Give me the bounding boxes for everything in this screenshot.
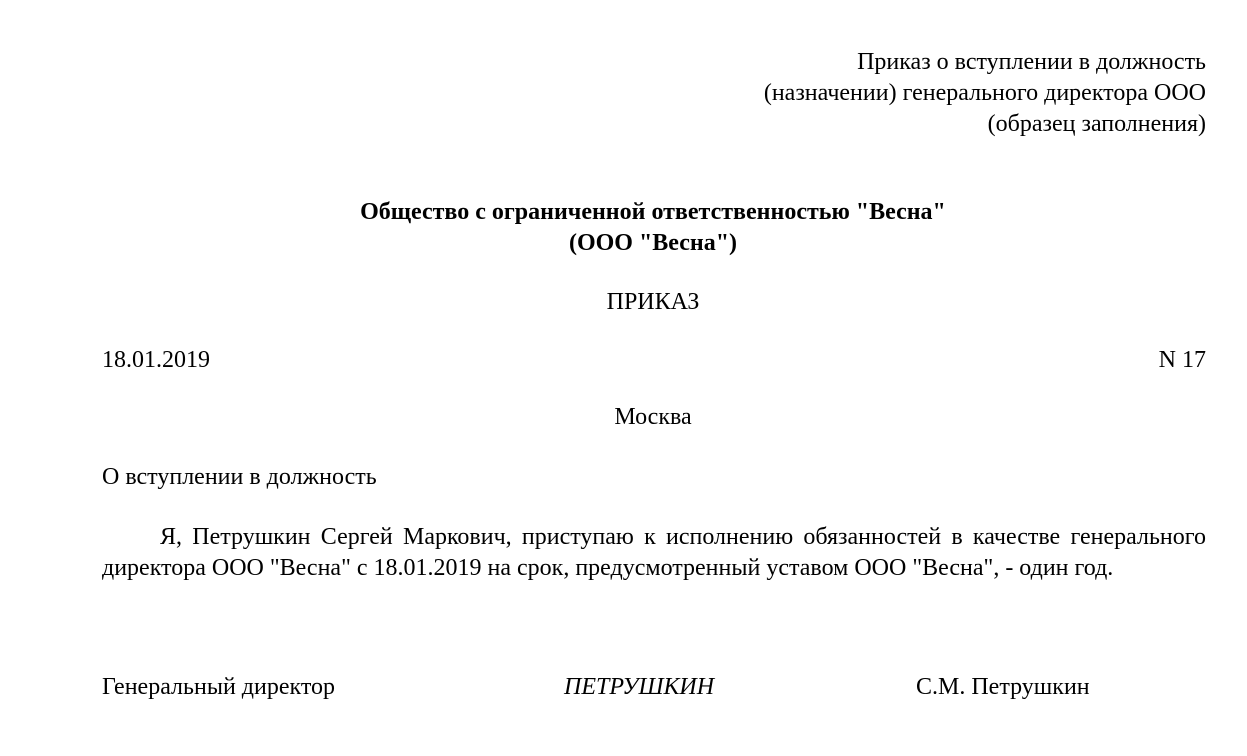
order-city: Москва xyxy=(614,404,692,430)
organization-short-name: (ООО "Весна") xyxy=(568,230,738,256)
signatory-signature: ПЕТРУШКИН xyxy=(564,674,715,700)
order-subject: О вступлении в должность xyxy=(102,464,377,490)
header-note-line-1: Приказ о вступлении в должность xyxy=(857,49,1206,75)
order-date: 18.01.2019 xyxy=(102,347,210,373)
order-body-text: Я, Петрушкин Сергей Маркович, приступаю к исполнению обязанностей в качестве генерального директора ООО "Весна" с 18.01.2019 на срок, предусмотренный уставом ООО "Весна", - один год. xyxy=(102,524,1206,581)
organization-full-name: Общество с ограниченной ответственностью "Весна" xyxy=(360,199,946,225)
signatory-name: С.М. Петрушкин xyxy=(916,674,1090,700)
header-note-line-3: (образец заполнения) xyxy=(987,111,1206,137)
header-note-line-2: (назначении) генерального директора ООО xyxy=(763,80,1206,106)
document-header-note xyxy=(506,47,1206,140)
order-title: ПРИКАЗ xyxy=(606,289,700,315)
organization-name-block xyxy=(0,197,1247,259)
signatory-position: Генеральный директор xyxy=(102,674,336,700)
signature-row xyxy=(0,672,1247,703)
order-number: N 17 xyxy=(1158,347,1206,373)
